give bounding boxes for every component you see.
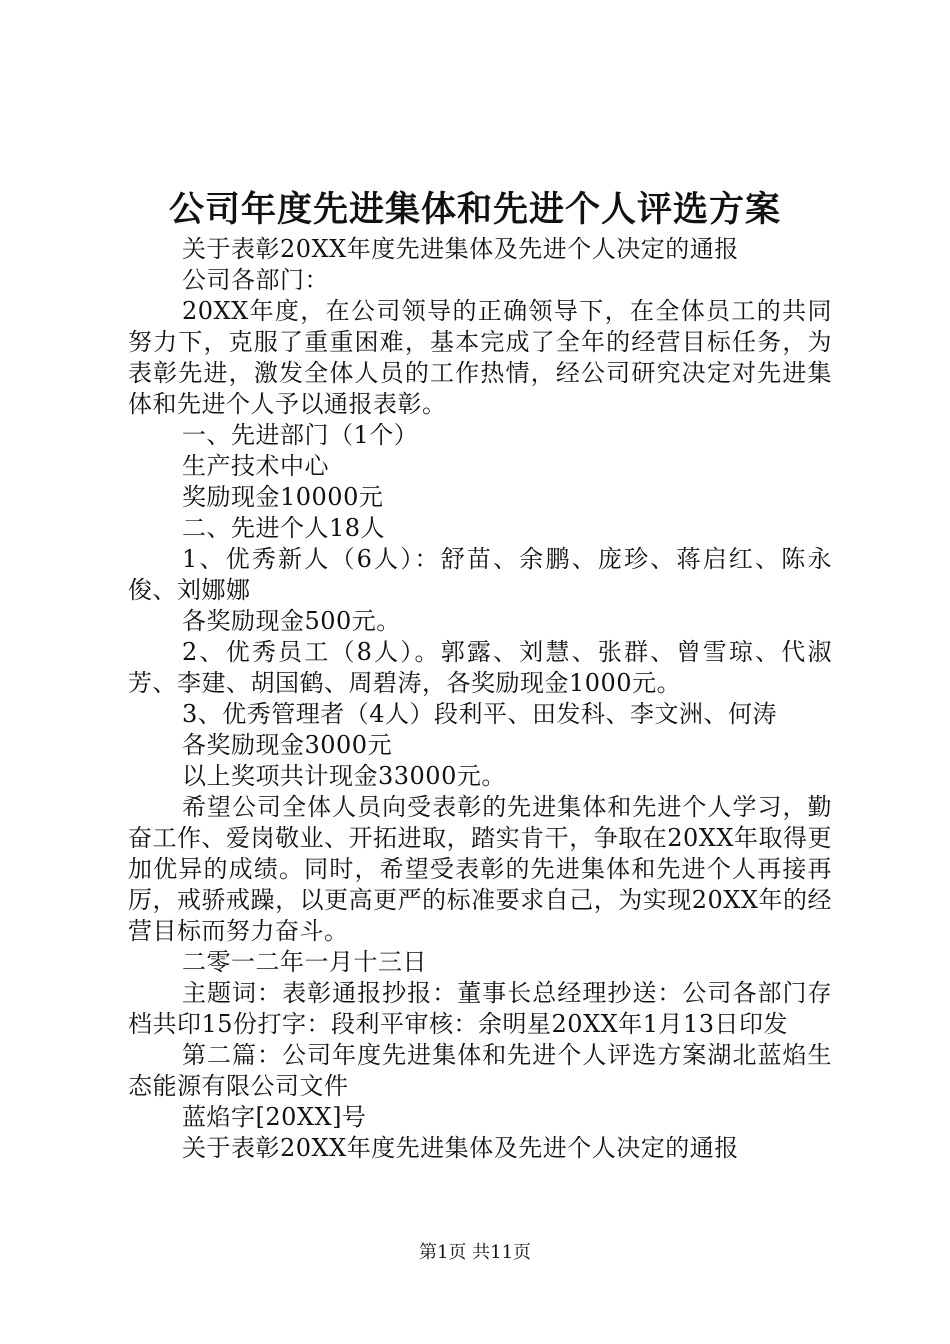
page-number-footer: 第1页 共11页 bbox=[418, 1242, 532, 1263]
paragraph-newcomers-award: 各奖励现金500元。 bbox=[182, 607, 401, 635]
document-body bbox=[128, 234, 832, 1164]
paragraph-subject-words: 主题词：表彰通报抄报：董事长总经理抄送：公司各部门存档共印15份打字：段利平审核：余明星20XX年1月13日印发 bbox=[128, 979, 832, 1038]
paragraph-date: 二零一二年一月十三日 bbox=[182, 948, 427, 976]
paragraph-second-notice-heading: 关于表彰20XX年度先进集体及先进个人决定的通报 bbox=[182, 1134, 739, 1162]
paragraph-employees: 2、优秀员工（8人）。郭露、刘慧、张群、曾雪琼、代淑芳、李建、胡国鹤、周碧涛，各奖励现金1000元。 bbox=[128, 638, 832, 697]
paragraph-department-name: 生产技术中心 bbox=[182, 452, 329, 480]
document-title: 公司年度先进集体和先进个人评选方案 bbox=[168, 189, 781, 230]
paragraph-document-number: 蓝焰字[20XX]号 bbox=[182, 1103, 367, 1131]
paragraph-closing: 希望公司全体人员向受表彰的先进集体和先进个人学习，勤奋工作、爱岗敬业、开拓进取，踏实肯干，争取在20XX年取得更加优异的成绩。同时，希望受表彰的先进集体和先进个人再接再厉，戒骄戒躁，以更高更严的标准要求自己，为实现20XX年的经营目标而努力奋斗。 bbox=[128, 793, 832, 945]
paragraph-department-award: 奖励现金10000元 bbox=[182, 483, 384, 511]
paragraph-notice-heading: 关于表彰20XX年度先进集体及先进个人决定的通报 bbox=[182, 235, 739, 263]
paragraph-total: 以上奖项共计现金33000元。 bbox=[182, 762, 506, 790]
paragraph-newcomers: 1、优秀新人（6人）：舒苗、余鹏、庞珍、蒋启红、陈永俊、刘娜娜 bbox=[128, 545, 832, 604]
paragraph-section-individuals: 二、先进个人18人 bbox=[182, 514, 386, 542]
paragraph-managers-award: 各奖励现金3000元 bbox=[182, 731, 393, 759]
paragraph-salutation: 公司各部门： bbox=[182, 266, 329, 294]
paragraph-second-part-title: 第二篇：公司年度先进集体和先进个人评选方案湖北蓝焰生态能源有限公司文件 bbox=[128, 1041, 832, 1100]
paragraph-section-department: 一、先进部门（1个） bbox=[182, 421, 419, 449]
paragraph-intro: 20XX年度，在公司领导的正确领导下，在全体员工的共同努力下，克服了重重困难，基本完成了全年的经营目标任务，为表彰先进，激发全体人员的工作热情，经公司研究决定对先进集体和先进个人予以通报表彰。 bbox=[128, 297, 832, 418]
paragraph-managers: 3、优秀管理者（4人）段利平、田发科、李文洲、何涛 bbox=[182, 700, 778, 728]
